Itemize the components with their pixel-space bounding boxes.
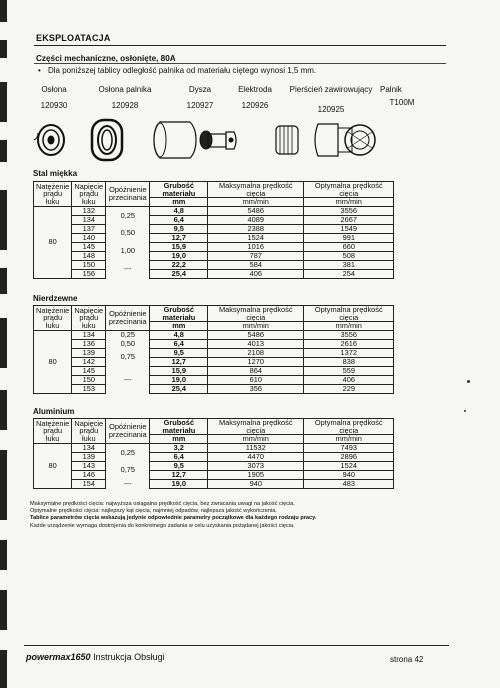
delay-cell: 0,50 xyxy=(106,224,150,242)
opt-speed-cell: 1549 xyxy=(304,224,394,233)
part-name-nozzle: Dysza xyxy=(188,85,212,94)
thickness-cell: 6,4 xyxy=(150,339,208,348)
thickness-cell: 25,4 xyxy=(150,269,208,278)
table-row xyxy=(34,269,394,278)
part-codes-row xyxy=(30,98,450,114)
opt-speed-cell: 838 xyxy=(304,357,394,366)
section-bullet: • Dla poniższej tablicy odległość palnika od materiału ciętego wynosi 1,5 mm. xyxy=(38,66,317,75)
opt-speed-cell: 2667 xyxy=(304,215,394,224)
delay-cell: --- xyxy=(106,366,150,393)
opt-speed-cell: 2616 xyxy=(304,339,394,348)
note-line: Optymalne prędkości cięcia: najlepszy kąt cięcia, najmniej odpadów, najlepsza jakość wykończenia. xyxy=(30,508,277,515)
scan-speck xyxy=(464,410,466,412)
part-code-nozzle: 120927 xyxy=(186,101,214,110)
col-header-max-speed: Maksymalna prędkość cięcia xyxy=(208,306,304,322)
voltage-cell: 146 xyxy=(72,470,106,479)
thickness-cell: 12,7 xyxy=(150,357,208,366)
thickness-cell: 19,0 xyxy=(150,251,208,260)
thickness-cell: 6,4 xyxy=(150,215,208,224)
voltage-cell: 139 xyxy=(72,452,106,461)
part-code-shield: 120930 xyxy=(40,101,68,110)
max-speed-cell: 584 xyxy=(208,260,304,269)
nozzle-drawing xyxy=(154,122,196,158)
opt-speed-cell: 3556 xyxy=(304,206,394,215)
thickness-cell: 19,0 xyxy=(150,375,208,384)
table-title: Aluminium xyxy=(33,407,75,416)
electrode-drawing xyxy=(200,131,236,149)
delay-cell: --- xyxy=(106,479,150,488)
table-row xyxy=(34,443,394,452)
col-unit-opt-speed: mm/min xyxy=(304,322,394,331)
col-unit-thickness: mm xyxy=(150,435,208,444)
col-unit-thickness: mm xyxy=(150,198,208,207)
footer-doc-title xyxy=(26,652,165,662)
col-header-voltage: Napięcie prądu łuku xyxy=(72,306,106,331)
footer-page-number: strona 42 xyxy=(390,655,424,664)
table-title: Nierdzewne xyxy=(33,294,78,303)
col-header-thickness: Grubość materiału xyxy=(150,419,208,435)
max-speed-cell: 1524 xyxy=(208,233,304,242)
col-header-opt-speed: Optymalna prędkość cięcia xyxy=(304,182,394,198)
col-header-opt-speed: Optymalna prędkość cięcia xyxy=(304,306,394,322)
thickness-cell: 3,2 xyxy=(150,443,208,452)
thickness-cell: 19,0 xyxy=(150,479,208,488)
opt-speed-cell: 1372 xyxy=(304,348,394,357)
voltage-cell: 154 xyxy=(72,479,106,488)
max-speed-cell: 1016 xyxy=(208,242,304,251)
table-row xyxy=(34,470,394,479)
opt-speed-cell: 508 xyxy=(304,251,394,260)
part-code-swirl-ring: 120925 xyxy=(317,105,345,114)
thickness-cell: 25,4 xyxy=(150,384,208,393)
footer-brand: powermax1650 xyxy=(26,652,91,662)
max-speed-cell: 11532 xyxy=(208,443,304,452)
part-name-retaining-cap: Osłona palnika xyxy=(98,85,152,94)
max-speed-cell: 1270 xyxy=(208,357,304,366)
opt-speed-cell: 940 xyxy=(304,470,394,479)
col-header-delay: Opóźnienie przecinania xyxy=(106,419,150,444)
col-header-current: Natężenie prądu łuku xyxy=(34,182,72,207)
header-rule xyxy=(34,45,446,46)
delay-cell: 0,25 xyxy=(106,330,150,339)
table-row xyxy=(34,260,394,269)
col-header-max-speed: Maksymalna prędkość cięcia xyxy=(208,419,304,435)
col-header-current: Natężenie prądu łuku xyxy=(34,306,72,331)
max-speed-cell: 940 xyxy=(208,479,304,488)
scan-speck xyxy=(467,380,470,383)
voltage-cell: 132 xyxy=(72,206,106,215)
thickness-cell: 6,4 xyxy=(150,452,208,461)
retaining-cap-drawing xyxy=(92,120,122,160)
col-header-delay: Opóźnienie przecinania xyxy=(106,182,150,207)
page-header-title: EKSPLOATACJA xyxy=(36,33,111,43)
cut-chart-table xyxy=(33,305,394,394)
cut-chart-table xyxy=(33,418,394,489)
delay-cell: 0,75 xyxy=(106,348,150,366)
voltage-cell: 134 xyxy=(72,443,106,452)
col-header-max-speed: Maksymalna prędkość cięcia xyxy=(208,182,304,198)
part-code-retaining-cap: 120928 xyxy=(111,101,139,110)
thickness-cell: 12,7 xyxy=(150,233,208,242)
max-speed-cell: 3073 xyxy=(208,461,304,470)
voltage-cell: 150 xyxy=(72,260,106,269)
table-row xyxy=(34,461,394,470)
table-row xyxy=(34,206,394,215)
voltage-cell: 156 xyxy=(72,269,106,278)
thickness-cell: 15,9 xyxy=(150,242,208,251)
section-title: Części mechaniczne, osłonięte, 80A xyxy=(36,54,176,63)
table-row xyxy=(34,348,394,357)
max-speed-cell: 787 xyxy=(208,251,304,260)
opt-speed-cell: 483 xyxy=(304,479,394,488)
voltage-cell: 134 xyxy=(72,215,106,224)
consumable-parts-drawing xyxy=(30,116,440,166)
voltage-cell: 148 xyxy=(72,251,106,260)
opt-speed-cell: 991 xyxy=(304,233,394,242)
part-name-electrode: Elektroda xyxy=(238,85,272,94)
voltage-cell: 137 xyxy=(72,224,106,233)
table-title: Stal miękka xyxy=(33,169,78,178)
col-unit-opt-speed: mm/min xyxy=(304,435,394,444)
voltage-cell: 134 xyxy=(72,330,106,339)
thickness-cell: 9,5 xyxy=(150,224,208,233)
col-unit-thickness: mm xyxy=(150,322,208,331)
col-header-voltage: Napięcie prądu łuku xyxy=(72,182,106,207)
table-row xyxy=(34,251,394,260)
voltage-cell: 153 xyxy=(72,384,106,393)
part-code-electrode: 120926 xyxy=(241,101,269,110)
thickness-cell: 4,8 xyxy=(150,330,208,339)
thickness-cell: 12,7 xyxy=(150,470,208,479)
max-speed-cell: 5486 xyxy=(208,206,304,215)
part-name-torch: Palnik xyxy=(380,85,402,94)
voltage-cell: 150 xyxy=(72,375,106,384)
note-line: Każde urządzenie wymaga dostrojenia do konkretnego zadania w celu uzyskania pożądanej jakości cięcia. xyxy=(30,522,295,529)
part-code-torch: T100M xyxy=(389,98,415,107)
col-header-voltage: Napięcie prądu łuku xyxy=(72,419,106,444)
max-speed-cell: 4013 xyxy=(208,339,304,348)
max-speed-cell: 406 xyxy=(208,269,304,278)
opt-speed-cell: 229 xyxy=(304,384,394,393)
thickness-cell: 15,9 xyxy=(150,366,208,375)
opt-speed-cell: 7493 xyxy=(304,443,394,452)
max-speed-cell: 2388 xyxy=(208,224,304,233)
table-row xyxy=(34,452,394,461)
max-speed-cell: 4470 xyxy=(208,452,304,461)
table-row xyxy=(34,242,394,251)
table-row xyxy=(34,215,394,224)
opt-speed-cell: 559 xyxy=(304,366,394,375)
table-row xyxy=(34,366,394,375)
table-row xyxy=(34,479,394,488)
cut-chart-table xyxy=(33,181,394,279)
voltage-cell: 143 xyxy=(72,461,106,470)
section-rule xyxy=(34,63,446,64)
col-unit-opt-speed: mm/min xyxy=(304,198,394,207)
part-name-swirl-ring: Pierścień zawirowujący xyxy=(289,85,373,94)
opt-speed-cell: 406 xyxy=(304,375,394,384)
opt-speed-cell: 1524 xyxy=(304,461,394,470)
table-row xyxy=(34,384,394,393)
col-unit-max-speed: mm/min xyxy=(208,198,304,207)
delay-cell: 0,25 xyxy=(106,206,150,224)
max-speed-cell: 610 xyxy=(208,375,304,384)
current-cell: 80 xyxy=(34,443,72,488)
table-row xyxy=(34,357,394,366)
thickness-cell: 9,5 xyxy=(150,461,208,470)
col-header-thickness: Grubość materiału xyxy=(150,306,208,322)
footer-rule xyxy=(24,645,449,646)
notes-block xyxy=(30,501,316,530)
thickness-cell: 9,5 xyxy=(150,348,208,357)
voltage-cell: 145 xyxy=(72,242,106,251)
delay-cell: 1,00 xyxy=(106,242,150,260)
col-header-thickness: Grubość materiału xyxy=(150,182,208,198)
binding-edge xyxy=(0,0,9,688)
opt-speed-cell: 660 xyxy=(304,242,394,251)
col-header-opt-speed: Optymalna prędkość cięcia xyxy=(304,419,394,435)
voltage-cell: 142 xyxy=(72,357,106,366)
max-speed-cell: 356 xyxy=(208,384,304,393)
max-speed-cell: 4089 xyxy=(208,215,304,224)
delay-cell: --- xyxy=(106,260,150,278)
torch-head-drawing xyxy=(315,124,375,156)
current-cell: 80 xyxy=(34,330,72,393)
opt-speed-cell: 2896 xyxy=(304,452,394,461)
voltage-cell: 140 xyxy=(72,233,106,242)
shield-drawing xyxy=(34,125,64,155)
col-unit-max-speed: mm/min xyxy=(208,435,304,444)
voltage-cell: 139 xyxy=(72,348,106,357)
swirl-ring-drawing xyxy=(276,126,298,154)
col-header-current: Natężenie prądu łuku xyxy=(34,419,72,444)
table-row xyxy=(34,375,394,384)
max-speed-cell: 864 xyxy=(208,366,304,375)
table-row xyxy=(34,224,394,233)
max-speed-cell: 1905 xyxy=(208,470,304,479)
delay-cell: 0,75 xyxy=(106,461,150,479)
table-row xyxy=(34,233,394,242)
delay-cell: 0,25 xyxy=(106,443,150,461)
part-name-shield: Osłona xyxy=(41,85,67,94)
current-cell: 80 xyxy=(34,206,72,278)
thickness-cell: 22,2 xyxy=(150,260,208,269)
opt-speed-cell: 3556 xyxy=(304,330,394,339)
table-row xyxy=(34,339,394,348)
bullet-text: Dla poniższej tablicy odległość palnika od materiału ciętego wynosi 1,5 mm. xyxy=(48,66,317,75)
thickness-cell: 4,8 xyxy=(150,206,208,215)
opt-speed-cell: 381 xyxy=(304,260,394,269)
col-unit-max-speed: mm/min xyxy=(208,322,304,331)
max-speed-cell: 2108 xyxy=(208,348,304,357)
note-line: Tablice parametrów cięcia wskazują jedynie odpowiednie parametry początkowe dla każdego rodzaju pracy. xyxy=(30,515,317,522)
max-speed-cell: 5486 xyxy=(208,330,304,339)
voltage-cell: 136 xyxy=(72,339,106,348)
note-line: Maksymalne prędkości cięcia: najwyższa osiągalna prędkość cięcia, bez zwracania uwagi na jakość cięcia. xyxy=(30,501,295,507)
footer-doc-name: Instrukcja Obsługi xyxy=(93,652,165,662)
opt-speed-cell: 254 xyxy=(304,269,394,278)
delay-cell: 0,50 xyxy=(106,339,150,348)
col-header-delay: Opóźnienie przecinania xyxy=(106,306,150,331)
table-row xyxy=(34,330,394,339)
voltage-cell: 145 xyxy=(72,366,106,375)
